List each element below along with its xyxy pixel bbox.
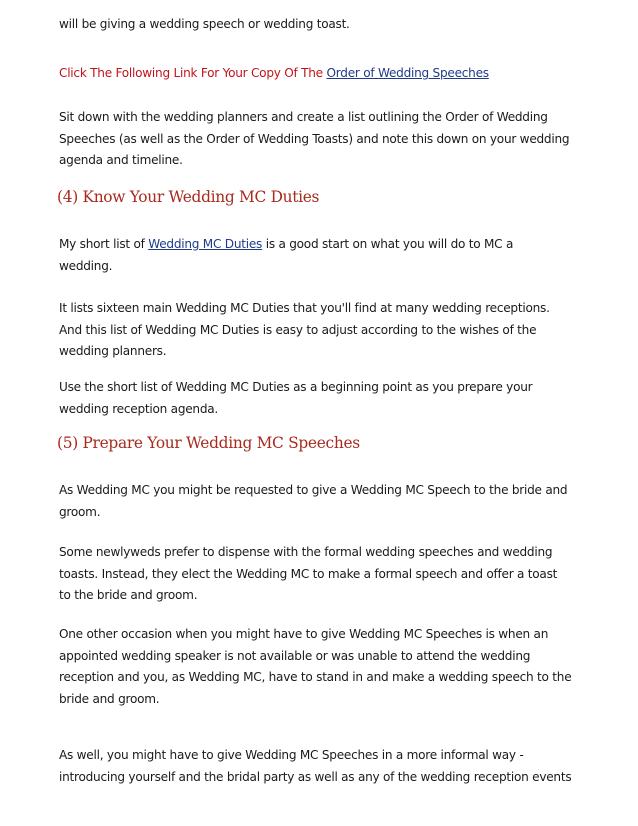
paragraph-speech-intro-continued: [59, 14, 589, 36]
text-line: Use the short list of Wedding MC Duties as a beginning point as you prepare your: [59, 380, 533, 394]
text-line: And this list of Wedding MC Duties is easy to adjust according to the wishes of the: [59, 322, 537, 337]
paragraph-informal-way: [59, 745, 589, 788]
text-line: will be giving a wedding speech or wedding toast.: [59, 17, 350, 31]
text-line: As well, you might have to give Wedding MC Speeches in a more informal way -: [59, 748, 524, 762]
text-line: wedding planners.: [59, 344, 167, 358]
text-line: appointed wedding speaker is not available or was unable to attend the wedding: [59, 648, 531, 663]
text-fragment: My short list of: [59, 237, 149, 251]
text-line: Speeches (as well as the Order of Wedding Toasts) and note this down on your wedding: [59, 131, 570, 146]
text-line: bride and groom.: [59, 691, 160, 706]
paragraph-sixteen-duties: [59, 298, 589, 363]
paragraph-beginning-point: [59, 377, 589, 420]
link-notice-text: Click The Following Link For Your Copy Of The: [59, 66, 327, 80]
heading-know-mc-duties: (4) Know Your Wedding MC Duties: [57, 188, 320, 206]
text-line: wedding reception agenda.: [59, 401, 219, 416]
text-line: [59, 63, 589, 85]
order-of-wedding-speeches-link[interactable]: Order of Wedding Speeches: [326, 66, 489, 80]
text-line: toasts. Instead, they elect the Wedding MC to make a formal speech and offer a toast: [59, 566, 558, 581]
text-line: Some newlyweds prefer to dispense with the formal wedding speeches and wedding: [59, 545, 553, 559]
text-line: [59, 234, 589, 256]
paragraph-order-of-speeches: [59, 107, 589, 172]
text-line: introducing yourself and the bridal party as well as any of the wedding reception events: [59, 769, 572, 784]
text-fragment: is a good start on what you will do to MC a: [262, 237, 514, 251]
text-line: It lists sixteen main Wedding MC Duties that you'll find at many wedding receptions.: [59, 301, 550, 315]
text-line: reception and you, as Wedding MC, have to stand in and make a wedding speech to the: [59, 670, 572, 684]
text-line: As Wedding MC you might be requested to give a Wedding MC Speech to the bride and: [59, 483, 568, 497]
text-line: wedding.: [59, 258, 113, 273]
paragraph-mc-speech-request: [59, 480, 589, 523]
text-line: groom.: [59, 504, 101, 519]
text-line: agenda and timeline.: [59, 153, 183, 167]
wedding-mc-duties-link[interactable]: Wedding MC Duties: [148, 237, 263, 251]
text-line: Sit down with the wedding planners and create a list outlining the Order of Wedding: [59, 110, 548, 124]
paragraph-newlyweds-prefer: [59, 542, 589, 607]
paragraph-link-notice: [59, 63, 589, 85]
paragraph-other-occasion: [59, 624, 589, 710]
heading-prepare-mc-speeches: (5) Prepare Your Wedding MC Speeches: [57, 434, 360, 452]
paragraph-mc-duties-list: [59, 234, 589, 277]
text-line: to the bride and groom.: [59, 588, 198, 602]
text-line: One other occasion when you might have to give Wedding MC Speeches is when an: [59, 627, 549, 641]
